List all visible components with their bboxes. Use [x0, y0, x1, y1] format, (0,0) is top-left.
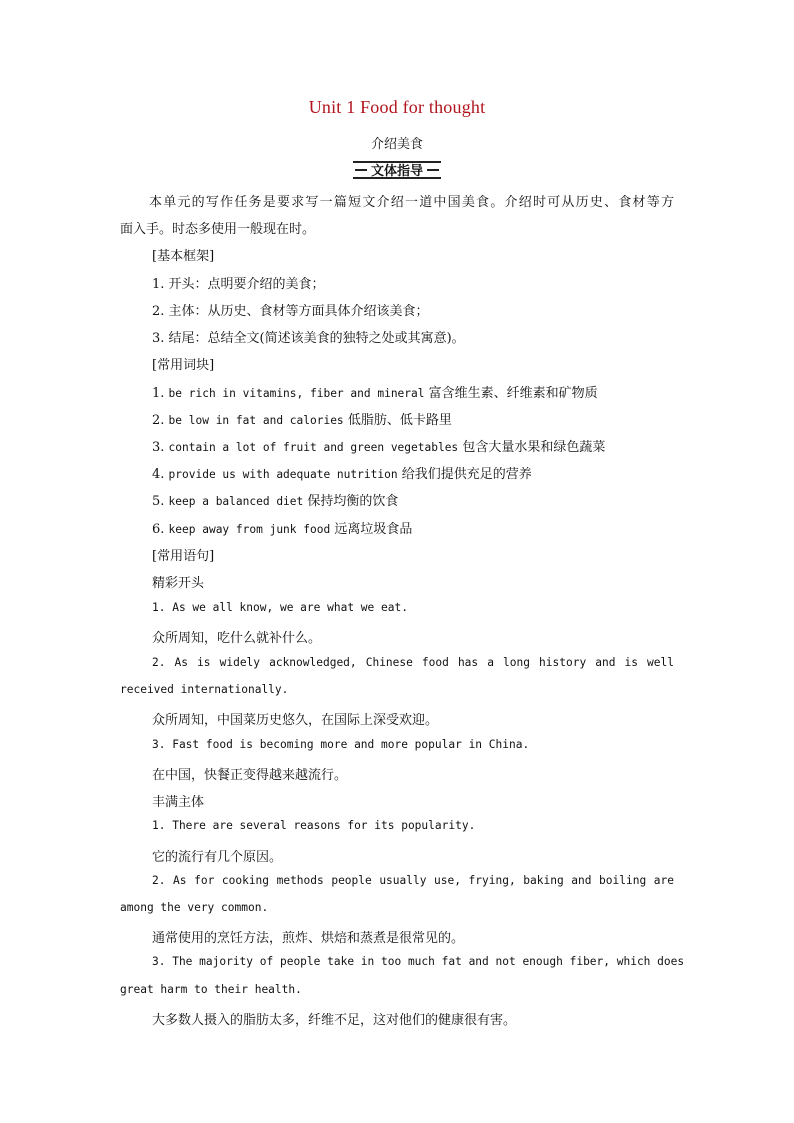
topic-subtitle: 介绍美食	[370, 137, 423, 152]
sentence-english: 2. As for cooking methods people usually use, frying, baking and boiling are	[152, 874, 674, 887]
framework-item: 1. 开头：点明要介绍的美食；	[152, 277, 325, 292]
phrase-english: keep away from junk food	[168, 523, 331, 536]
phrase-item	[152, 436, 605, 455]
sentence-english-cont: among the very common.	[120, 901, 269, 914]
unit-title: Unit 1 Food for thought	[308, 97, 486, 117]
section-badge: 文体指导	[353, 161, 441, 179]
sentence-english: 1. As we all know, we are what we eat.	[152, 601, 408, 614]
phrase-item	[152, 463, 532, 482]
phrase-english: be low in fat and calories	[168, 414, 344, 427]
phrase-chinese: 给我们提供充足的营养	[401, 467, 532, 482]
section-badge-wrap	[0, 160, 794, 179]
intro-line-1: 本单元的写作任务是要求写一篇短文介绍一道中国美食。介绍时可从历史、食材等方	[149, 195, 674, 210]
phrase-number: 5.	[152, 494, 165, 509]
sentence-english: 1. There are several reasons for its popularity.	[152, 819, 476, 832]
intro-line-2: 面入手。时态多使用一般现在时。	[120, 222, 316, 237]
body-heading: 丰满主体	[152, 795, 205, 810]
phrase-english: be rich in vitamins, fiber and mineral	[168, 387, 425, 400]
opening-heading: 精彩开头	[152, 576, 205, 591]
sentence-chinese: 它的流行有几个原因。	[152, 850, 283, 865]
sentence-chinese: 通常使用的烹饪方法，煎炸、烘焙和蒸煮是很常见的。	[152, 931, 465, 946]
phrase-chinese: 保持均衡的饮食	[307, 494, 399, 509]
phrase-number: 2.	[152, 413, 165, 428]
sentence-english: 3. The majority of people take in too much fat and not enough fiber, which does	[152, 955, 685, 968]
phrase-number: 1.	[152, 386, 165, 401]
phrase-item	[152, 409, 452, 428]
sentence-english: 3. Fast food is becoming more and more popular in China.	[152, 738, 530, 751]
phrase-english: provide us with adequate nutrition	[168, 468, 398, 481]
phrase-item	[152, 490, 398, 509]
framework-heading: [基本框架]	[152, 249, 215, 264]
phrase-english: contain a lot of fruit and green vegetables	[168, 441, 459, 454]
phrase-item	[152, 382, 598, 401]
phrase-chinese: 远离垃圾食品	[334, 522, 413, 537]
framework-item: 3. 结尾：总结全文(简述该美食的独特之处或其寓意)。	[152, 331, 465, 346]
phrase-chinese: 富含维生素、纤维素和矿物质	[428, 386, 598, 401]
phrase-chinese: 包含大量水果和绿色蔬菜	[462, 440, 606, 455]
phrases-heading: [常用词块]	[152, 358, 215, 373]
framework-item: 2. 主体：从历史、食材等方面具体介绍该美食；	[152, 304, 429, 319]
sentence-english: 2. As is widely acknowledged, Chinese food has a long history and is well	[152, 656, 674, 669]
sentence-english-cont: great harm to their health.	[120, 983, 302, 996]
sentence-chinese: 众所周知，吃什么就补什么。	[152, 631, 322, 646]
sentence-chinese: 大多数人摄入的脂肪太多，纤维不足，这对他们的健康很有害。	[152, 1013, 517, 1028]
phrase-number: 3.	[152, 440, 165, 455]
phrase-chinese: 低脂肪、低卡路里	[347, 413, 452, 428]
phrase-english: keep a balanced diet	[168, 495, 304, 508]
phrase-number: 4.	[152, 467, 165, 482]
sentence-chinese: 在中国，快餐正变得越来越流行。	[152, 768, 348, 783]
sentence-english-cont: received internationally.	[120, 683, 289, 696]
phrase-item	[152, 518, 412, 537]
sentence-chinese: 众所周知，中国菜历史悠久，在国际上深受欢迎。	[152, 713, 439, 728]
phrase-number: 6.	[152, 522, 165, 537]
sentences-heading: [常用语句]	[152, 549, 215, 564]
